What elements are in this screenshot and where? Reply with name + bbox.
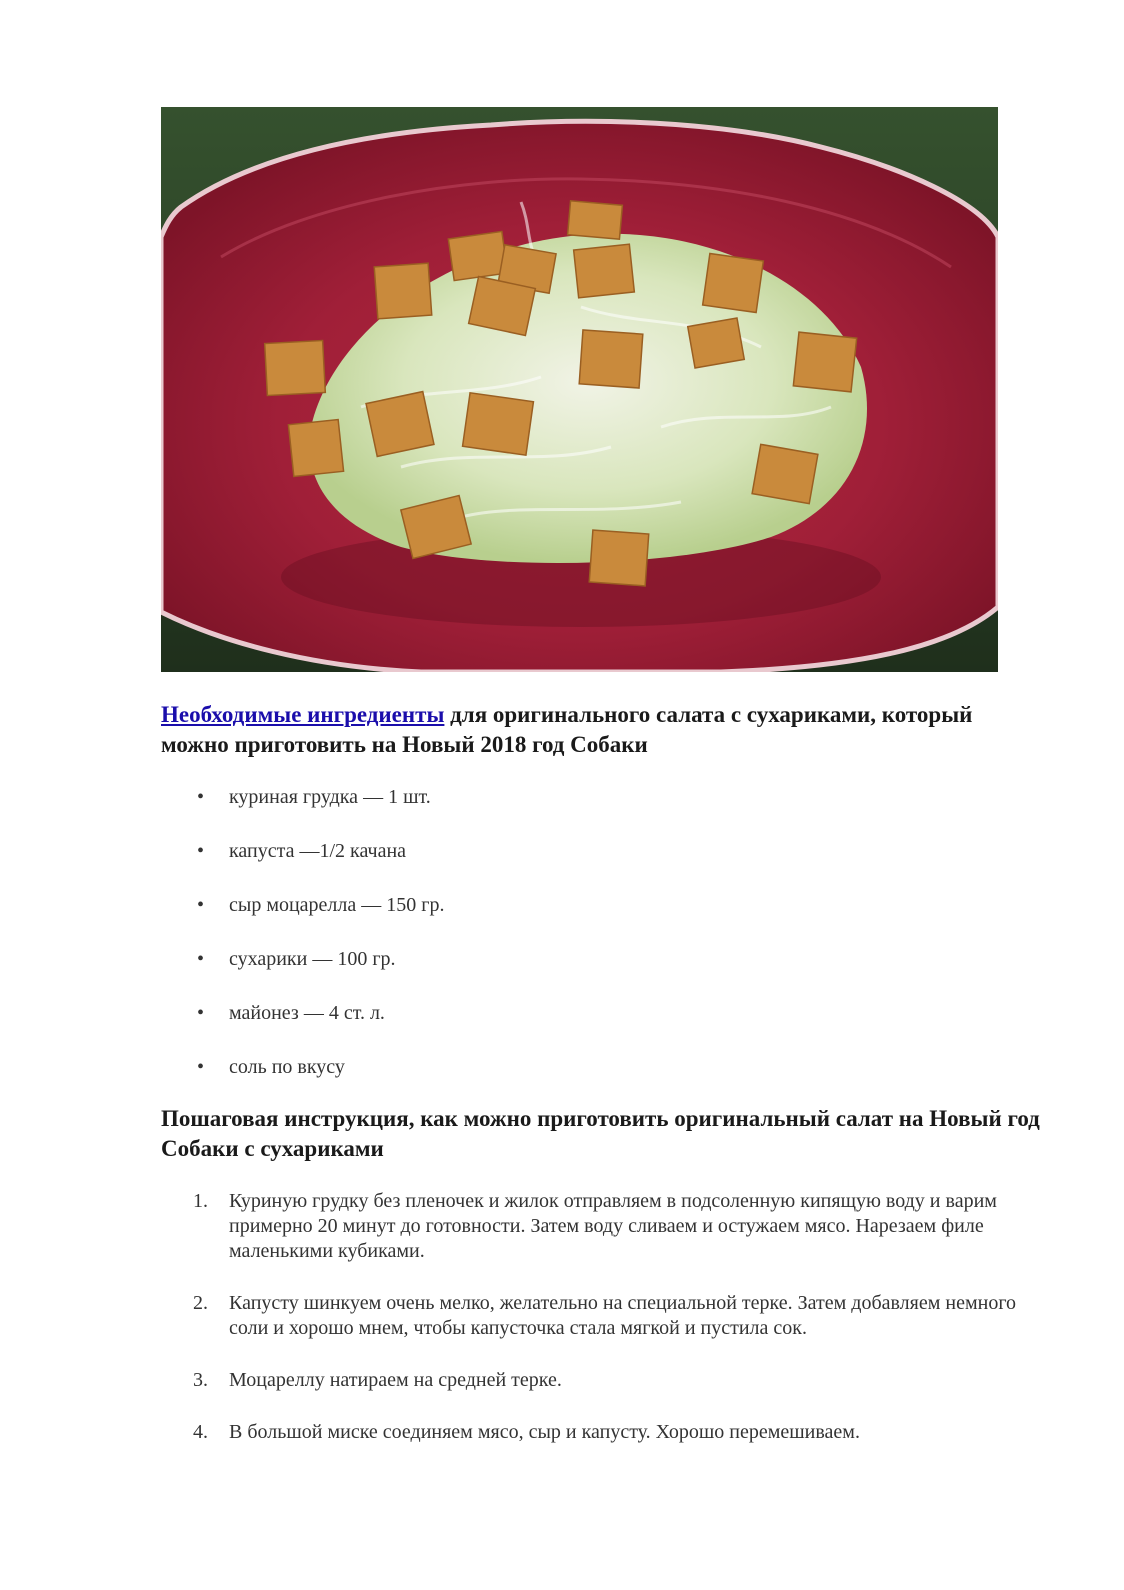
list-item bbox=[161, 1291, 1041, 1341]
salad-photo bbox=[161, 107, 998, 672]
ingredient-text: сыр моцарелла — 150 гр. bbox=[229, 894, 445, 916]
step-text: В большой миске соединяем мясо, сыр и капусту. Хорошо перемешиваем. bbox=[229, 1421, 860, 1443]
step-number: 1. bbox=[193, 1190, 208, 1212]
step-number: 3. bbox=[193, 1369, 208, 1391]
bullet: • bbox=[197, 840, 205, 862]
salad-image bbox=[161, 107, 998, 672]
bullet: • bbox=[197, 786, 205, 808]
ingredients-heading bbox=[161, 700, 1041, 760]
bullet: • bbox=[197, 1002, 205, 1024]
list-item bbox=[161, 1053, 1041, 1107]
ingredients-heading-text: для оригинального салата с сухариками, который можно приготовить на Новый 2018 год Собаки bbox=[161, 702, 973, 757]
ingredients-link[interactable]: Необходимые ингредиенты bbox=[161, 702, 445, 727]
list-item bbox=[161, 837, 1041, 891]
ingredient-text: майонез — 4 ст. л. bbox=[229, 1002, 385, 1024]
step-number: 2. bbox=[193, 1292, 208, 1314]
bullet: • bbox=[197, 1056, 205, 1078]
step-text: Моцареллу натираем на средней терке. bbox=[229, 1369, 562, 1391]
bullet: • bbox=[197, 948, 205, 970]
ingredients-list bbox=[161, 783, 1041, 1107]
ingredient-text: куриная грудка — 1 шт. bbox=[229, 786, 431, 808]
step-number: 4. bbox=[193, 1421, 208, 1443]
list-item bbox=[161, 891, 1041, 945]
list-item bbox=[161, 999, 1041, 1053]
instructions-heading: Пошаговая инструкция, как можно приготовить оригинальный салат на Новый год Собаки с сухариками bbox=[161, 1106, 1040, 1161]
list-item bbox=[161, 1368, 1041, 1393]
step-text: Капусту шинкуем очень мелко, желательно на специальной терке. Затем добавляем немного соли и хорошо мнем, чтобы капусточка стала мягкой и пустила сок. bbox=[229, 1292, 1017, 1339]
list-item bbox=[161, 783, 1041, 837]
list-item bbox=[161, 1420, 1041, 1445]
list-item bbox=[161, 945, 1041, 999]
list-item bbox=[161, 1189, 1041, 1264]
bullet: • bbox=[197, 894, 205, 916]
step-text: Куриную грудку без пленочек и жилок отправляем в подсоленную кипящую воду и варим примерно 20 минут до готовности. Затем воду сливаем и остужаем мясо. Нарезаем филе маленькими кубиками. bbox=[229, 1190, 997, 1262]
ingredient-text: сухарики — 100 гр. bbox=[229, 948, 396, 970]
ingredient-text: капуста —1/2 качана bbox=[229, 840, 407, 862]
ingredient-text: соль по вкусу bbox=[229, 1056, 345, 1078]
instructions-list bbox=[161, 1189, 1041, 1445]
